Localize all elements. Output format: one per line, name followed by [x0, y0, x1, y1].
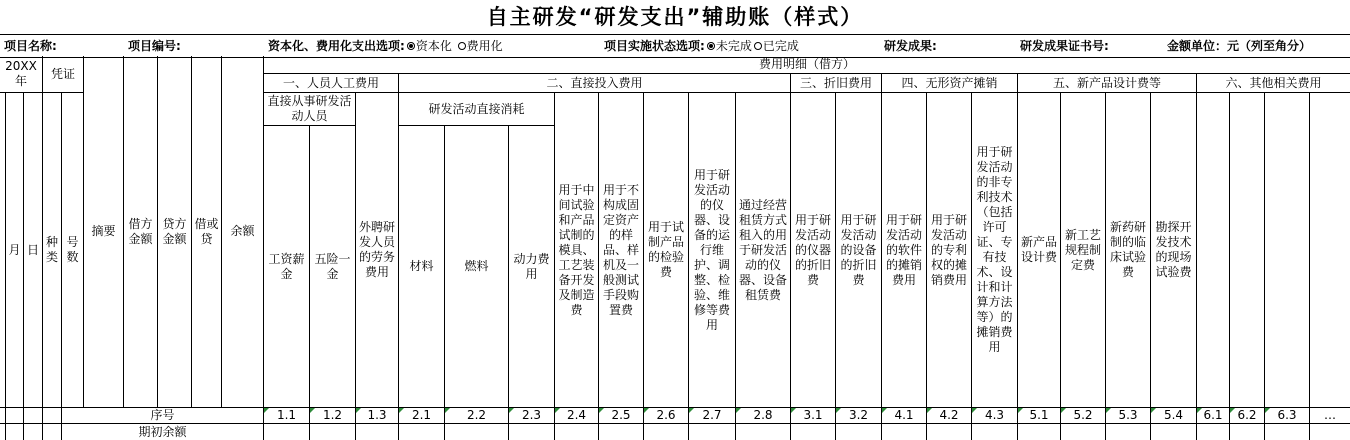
seq-number: 2.8: [736, 408, 791, 424]
opening-balance-cell: [1151, 424, 1197, 440]
day-header: 日: [24, 93, 43, 408]
opening-balance-cell: [1265, 424, 1310, 440]
capitalized-option-label: 资本化: [415, 39, 452, 53]
seq-number: 2.2: [445, 408, 509, 424]
seq-number: 2.1: [399, 408, 445, 424]
seq-kind-cell: [43, 408, 62, 424]
group-labor-header: 一、人员人工费用: [264, 74, 399, 93]
col-other-more-header: [1310, 93, 1350, 408]
direct-staff-header: 直接从事研发活动人员: [264, 93, 356, 126]
opening-day-cell: [24, 424, 43, 440]
seq-number: 6.3: [1265, 408, 1310, 424]
rd-result-label: 研发成果:: [884, 39, 937, 53]
seq-number: 4.2: [927, 408, 972, 424]
col-patent-amort-header: 用于研发活动的专利权的摊销费用: [927, 93, 972, 408]
project-no-label: 项目编号:: [128, 39, 181, 53]
opening-balance-cell: [399, 424, 445, 440]
seq-number: 4.1: [882, 408, 927, 424]
opening-balance-cell: [509, 424, 555, 440]
col-field-test-fee-header: 勘探开发技术的现场试验费: [1151, 93, 1197, 408]
capitalization-label: 资本化、费用化支出选项:: [268, 39, 405, 53]
seq-number: 2.5: [599, 408, 644, 424]
col-other-3-header: [1265, 93, 1310, 408]
col-process-fee-header: 新工艺规程制定费: [1061, 93, 1106, 408]
col-fuel-header: 燃料: [445, 126, 509, 408]
opening-balance-cell: [1061, 424, 1106, 440]
debit-amount-header: 借方金额: [124, 56, 158, 408]
opening-balance-cell: [644, 424, 689, 440]
balance-header: 余额: [222, 56, 264, 408]
seq-number: 1.3: [356, 408, 399, 424]
opening-balance-cell: [736, 424, 791, 440]
col-other-1-header: [1197, 93, 1230, 408]
amount-unit-label: 金额单位：元（列至角分）: [1167, 39, 1312, 53]
credit-amount-header: 贷方金额: [158, 56, 192, 408]
seq-number: 3.2: [836, 408, 882, 424]
col-power-header: 动力费用: [509, 126, 555, 408]
seq-number: 2.6: [644, 408, 689, 424]
opening-balance-cell: [1106, 424, 1151, 440]
opening-balance-cell: [1230, 424, 1265, 440]
opening-balance-cell: [555, 424, 599, 440]
seq-number: 6.2: [1230, 408, 1265, 424]
opening-month-cell: [6, 424, 24, 440]
group-depreciation-header: 三、折旧费用: [791, 74, 882, 93]
col-mold-header: 用于中间试验和产品试制的模具、工艺装备开发及制造费: [555, 93, 599, 408]
seq-label: 序号: [62, 408, 264, 424]
col-inspection-header: 用于试制产品的检验费: [644, 93, 689, 408]
direct-consumption-header: 研发活动直接消耗: [399, 93, 555, 126]
number-header: 号数: [62, 93, 84, 408]
seq-number: 5.2: [1061, 408, 1106, 424]
project-name-label: 项目名称:: [4, 39, 57, 53]
opening-balance-cell: [689, 424, 736, 440]
opening-balance-cell: [1197, 424, 1230, 440]
seq-number: 1.2: [310, 408, 356, 424]
seq-number: 6.1: [1197, 408, 1230, 424]
col-sample-header: 用于不构成固定资产的样品、样机及一般测试手段购置费: [599, 93, 644, 408]
col-external-staff-header: 外聘研发人员的劳务费用: [356, 93, 399, 408]
opening-balance-cell: [927, 424, 972, 440]
col-nonpatent-amort-header: 用于研发活动的非专利技术（包括许可证、专有技术、设计和计算方法等）的摊销费用: [972, 93, 1018, 408]
seq-number: 2.7: [689, 408, 736, 424]
expensed-option-label: 费用化: [466, 39, 503, 53]
group-new-product-header: 五、新产品设计费等: [1018, 74, 1197, 93]
col-software-amort-header: 用于研发活动的软件的摊销费用: [882, 93, 927, 408]
col-other-2-header: [1230, 93, 1265, 408]
seq-number: …: [1310, 408, 1350, 424]
debit-or-credit-header: 借或贷: [192, 56, 222, 408]
seq-number: 1.1: [264, 408, 310, 424]
group-amortization-header: 四、无形资产摊销: [882, 74, 1018, 93]
certificate-no-label: 研发成果证书号:: [1020, 39, 1109, 53]
col-lease-header: 通过经营租赁方式租入的用于研发活动的仪器、设备租赁费: [736, 93, 791, 408]
col-equipment-depr-header: 用于研发活动的设备的折旧费: [836, 93, 882, 408]
opening-balance-cell: [972, 424, 1018, 440]
col-materials-header: 材料: [399, 126, 445, 408]
seq-day-cell: [24, 408, 43, 424]
col-maintenance-header: 用于研发活动的仪器、设备的运行维护、调整、检验、维修等费用: [689, 93, 736, 408]
seq-number: 2.3: [509, 408, 555, 424]
year-header: 20XX年: [0, 56, 43, 93]
col-salary-header: 工资薪金: [264, 126, 310, 408]
opening-balance-cell: [836, 424, 882, 440]
seq-number: 5.1: [1018, 408, 1061, 424]
seq-number: 2.4: [555, 408, 599, 424]
opening-balance-cell: [445, 424, 509, 440]
col-insurance-header: 五险一金: [310, 126, 356, 408]
expense-detail-header: 费用明细（借方）: [264, 56, 1350, 74]
group-other-header: 六、其他相关费用: [1197, 74, 1350, 93]
opening-kind-cell: [43, 424, 62, 440]
opening-balance-cell: [791, 424, 836, 440]
voucher-header: 凭证: [43, 56, 84, 93]
month-header: 月: [6, 93, 24, 408]
ledger-title: 自主研发“研发支出”辅助账（样式）: [486, 5, 864, 29]
col-clinical-fee-header: 新药研制的临床试验费: [1106, 93, 1151, 408]
seq-number: 5.3: [1106, 408, 1151, 424]
opening-balance-cell: [1310, 424, 1350, 440]
opening-balance-cell: [882, 424, 927, 440]
opening-balance-cell: [1018, 424, 1061, 440]
opening-balance-cell: [310, 424, 356, 440]
kind-header: 种类: [43, 93, 62, 408]
incomplete-option-label: 未完成: [715, 39, 752, 53]
opening-balance-cell: [599, 424, 644, 440]
seq-number: 3.1: [791, 408, 836, 424]
group-direct-input-header: 二、直接投入费用: [399, 74, 791, 93]
opening-balance-cell: [264, 424, 310, 440]
opening-balance-cell: [356, 424, 399, 440]
summary-header: 摘要: [84, 56, 124, 408]
opening-balance-label: 期初余额: [62, 424, 264, 440]
col-instrument-depr-header: 用于研发活动的仪器的折旧费: [791, 93, 836, 408]
complete-option-label: 已完成: [762, 39, 799, 53]
status-label: 项目实施状态选项:: [604, 39, 705, 53]
col-design-fee-header: 新产品设计费: [1018, 93, 1061, 408]
seq-month-cell: [6, 408, 24, 424]
seq-number: 4.3: [972, 408, 1018, 424]
seq-number: 5.4: [1151, 408, 1197, 424]
